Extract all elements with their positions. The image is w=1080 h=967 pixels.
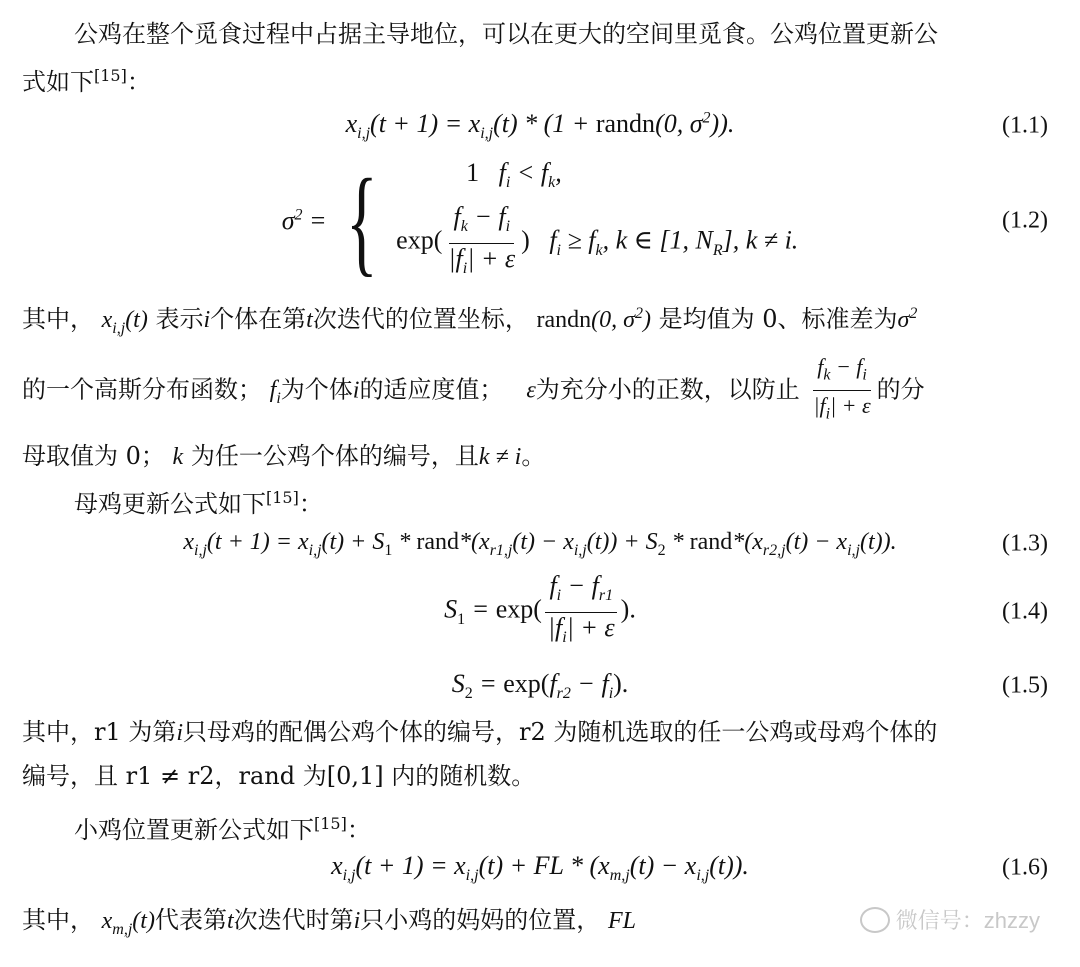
equation-1-5: $S_2 = \exp(f_{r2} - f_i)$. (1.5)	[451, 668, 1048, 703]
wechat-icon	[860, 907, 890, 933]
text-segment: 次迭代时第	[233, 906, 354, 934]
equation-number: (1.5)	[1002, 672, 1048, 699]
text-segment: 的一个高斯分布函数；	[22, 375, 262, 404]
text-segment: 次迭代的位置坐标，	[312, 305, 529, 333]
paragraph-hen-explanation-1: 其中，r1 为第i只母鸡的配偶公鸡个体的编号，r2 为随机选取的任一公鸡或母鸡个体的	[22, 718, 938, 746]
text-segment: 为任一公鸡个体的编号，且	[190, 442, 479, 470]
text-segment: 的分	[876, 375, 925, 404]
citation-ref[interactable]: [15]	[266, 488, 299, 507]
text-segment: 的适应度值；	[359, 375, 504, 404]
punctuation: ：	[126, 68, 151, 96]
equation-1-2: $\sigma^2$ = { 1 $f_i < f_k$, exp( $\frac{f_k - f_i}{|f_i| + \varepsilon}$ ) $f_i \ge f_k$, k ∈ [1, $N_R$], k ≠ i. (1.2)	[281, 154, 1048, 287]
citation-ref[interactable]: [15]	[94, 66, 127, 85]
text-segment: 编号，且 r1 ≠ r2，rand 为[0,1] 内的随机数。	[22, 762, 536, 790]
equation-1-6: $x_{i,j}(t + 1) = x_{i,j}(t)$ + FL * $(x_{m,j}(t) - x_{i,j}(t))$. (1.6)	[331, 850, 1048, 885]
text-segment: 。	[521, 442, 546, 470]
paragraph-explanation-2: 的一个高斯分布函数； $f_i$为个体i的适应度值； ε为充分小的正数，以防止 $\frac{f_k - f_i}{|f_i| + \varepsilon}$ 的分	[22, 354, 925, 423]
text-line: 公鸡在整个觅食过程中占据主导地位，可以在更大的空间里觅食。公鸡位置更新公	[74, 20, 938, 48]
equation-1-1: $x_{i,j}(t + 1) = x_{i,j}(t) * (1$ + randn(0, $\sigma^2$)). (1.1)	[345, 108, 1048, 143]
text-segment: 只母鸡的配偶公鸡个体的编号，r2 为随机选取的任一公鸡或母鸡个体的	[183, 718, 938, 746]
equation-number: (1.1)	[1002, 112, 1048, 139]
equation-number: (1.3)	[1002, 530, 1048, 557]
watermark-text: 微信号：zhzzy	[895, 908, 1040, 933]
text-line: 式如下	[22, 68, 94, 96]
equation-number: (1.6)	[1002, 854, 1048, 881]
text-segment: 为充分小的正数，以防止	[535, 375, 800, 404]
text-segment: FL	[607, 908, 636, 934]
equation-number: (1.2)	[1002, 207, 1048, 234]
text-segment: 小鸡位置更新公式如下	[74, 816, 314, 844]
citation-ref[interactable]: [15]	[314, 814, 347, 833]
text-segment: 表示	[155, 305, 204, 333]
paragraph-explanation-1: 其中， $x_{i,j}(t)$ 表示i个体在第t次迭代的位置坐标， randn(0, $\sigma^2$) 是均值为 0、标准差为$\sigma^2$	[22, 305, 918, 337]
text-segment: 为个体	[280, 375, 353, 404]
equation-1-4: $S_1 = \exp$( $\frac{f_i - f_{r1}}{|f_i| + \varepsilon}$ ). (1.4)	[444, 571, 1048, 646]
paragraph-explanation-3: 母取值为 0； k 为任一公鸡个体的编号，且k ≠ i。	[22, 442, 546, 470]
text-segment: 代表第	[154, 906, 227, 934]
text-segment: 只小鸡的妈妈的位置，	[360, 906, 601, 934]
text-segment: 个体在第	[210, 305, 307, 333]
equation-1-3: $x_{i,j}(t + 1) = x_{i,j}(t) + S_1$ * $rand*(x_{r1,j}(t) - x_{i,j}(t)) + S_2$ * $rand*(x_{r2,j}(t) - x_{i,j}(t))$. (1.3)	[183, 528, 1048, 559]
punctuation: ：	[298, 490, 323, 518]
text-segment: 其中，	[22, 305, 94, 333]
punctuation: ：	[346, 816, 371, 844]
watermark	[860, 904, 1040, 935]
paragraph-chick-explanation: 其中， $x_{m,j}(t)$代表第t次迭代时第i只小鸡的妈妈的位置， FL	[22, 906, 636, 938]
text-segment: 母取值为 0；	[22, 442, 165, 470]
text-segment: 其中，	[22, 906, 94, 934]
text-segment: 其中，r1 为第	[22, 718, 177, 746]
text-segment: 母鸡更新公式如下	[74, 490, 266, 518]
equation-number: (1.4)	[1002, 598, 1048, 625]
text-segment: 是均值为 0、标准差为	[658, 305, 898, 333]
